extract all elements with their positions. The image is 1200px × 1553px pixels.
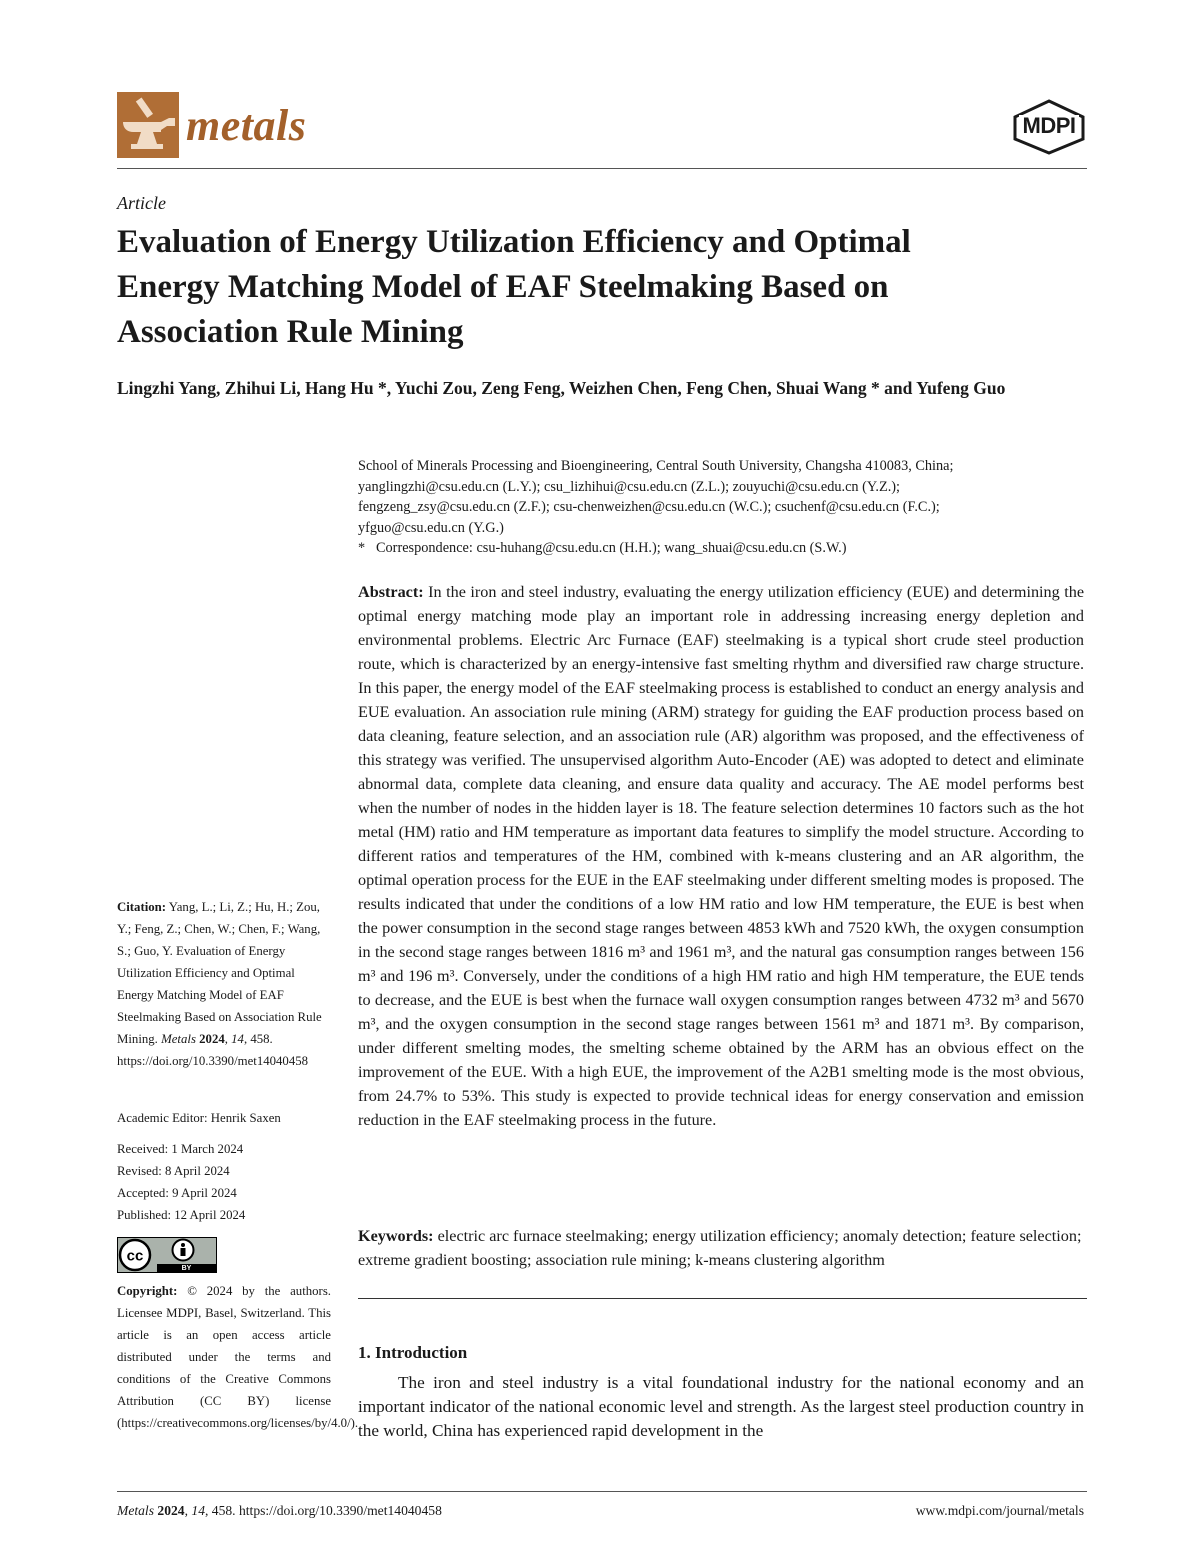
- accepted-date: Accepted: 9 April 2024: [117, 1186, 237, 1200]
- copyright-block: [117, 1280, 359, 1434]
- publisher-logo: [1011, 99, 1087, 155]
- correspondence-text: Correspondence: csu-huhang@csu.edu.cn (H.H.); wang_shuai@csu.edu.cn (S.W.): [376, 540, 847, 556]
- footer-journal-url[interactable]: www.mdpi.com/journal/metals: [915, 1503, 1084, 1518]
- article-title: Evaluation of Energy Utilization Efficiency and Optimal Energy Matching Model of EAF Steelmaking Based on Association Rule Mining: [117, 224, 911, 350]
- cc-by-label: BY: [181, 1265, 192, 1272]
- affiliation-line: School of Minerals Processing and Bioengineering, Central South University, Changsha 410083, China;: [358, 458, 954, 474]
- footer-journal: Metals: [117, 1503, 154, 1518]
- affiliation-line: fengzeng_zsy@csu.edu.cn (Z.F.); csu-chenweizhen@csu.edu.cn (W.C.); csuchenf@csu.edu.cn (F.C.);: [358, 499, 940, 515]
- publisher-name: MDPI: [1022, 113, 1076, 138]
- footer-volume: 14: [191, 1503, 205, 1518]
- keywords-text: electric arc furnace steelmaking; energy utilization efficiency; anomaly detection; feature selection; extreme gradient boosting; association rule mining; k-means clustering algorithm: [358, 1227, 1082, 1269]
- footer-year: 2024: [157, 1503, 185, 1518]
- abstract-text: In the iron and steel industry, evaluating the energy utilization efficiency (EUE) and determining the optimal energy matching mode play an important role in addressing increasing energy depletion and environmental problems. Electric Arc Furnace (EAF) steelmaking is a typical short crude steel production route, which is characterized by an energy-intensive fast smelting rhythm and diversified raw charge structure. In this paper, the energy model of the EAF steelmaking process is established to conduct an energy analysis and EUE evaluation. An association rule mining (ARM) strategy for guiding the EAF production process based on data cleaning, feature selection, and an association rule (AR) algorithm was proposed, and the effectiveness of this strategy was verified. The unsupervised algorithm Auto-Encoder (AE) was adopted to detect and eliminate abnormal data, complete data cleaning, and ensure data quality and accuracy. The AE model performs best when the number of nodes in the hidden layer is 18. The feature selection determines 10 factors such as the hot metal (HM) ratio and HM temperature as important data features to simplify the model structure. According to different ratios and temperatures of the HM, combined with k-means clustering and an AR algorithm, the optimal operation process for the EUE in the EAF steelmaking under different smelting modes is proposed. The results indicated that under the conditions of a low HM ratio and low HM temperature, the EUE is best when the power consumption in the second stage ranges between 4853 kWh and 7520 kWh, the oxygen consumption in the second stage ranges between 1816 m³ and 1961 m³, and the natural gas consumption ranges between 156 m³ and 196 m³. Conversely, under the conditions of a high HM ratio and high HM temperature, the EUE tends to decrease, and the EUE is best when the furnace wall oxygen consumption ranges between 4732 m³ and 5670 m³, and the oxygen consumption in the second stage ranges between 1561 m³ and 1871 m³. By comparison, under different smelting modes, the smelting scheme obtained by the ARM has an obvious effect on the improvement of the EUE. With a high EUE, the improvement of the A2B1 smelting mode is the most obvious, from 24.7% to 53%. This study is expected to provide technical ideas for energy conservation and emission reduction in the EAF steelmaking process in the future.: [358, 583, 1084, 1129]
- intro-paragraph: The iron and steel industry is a vital foundational industry for the national economy and an important indicator of the national economic level and strength. As the largest steel production country in the world, China has experienced rapid development in the: [358, 1373, 1084, 1440]
- citation-volume: 14: [231, 1032, 244, 1046]
- cc-by-license-badge[interactable]: [117, 1237, 217, 1273]
- revised-date: Revised: 8 April 2024: [117, 1164, 230, 1178]
- keywords: [358, 1224, 1084, 1272]
- journal-name: metals: [186, 100, 307, 150]
- citation-year: 2024: [199, 1032, 225, 1046]
- copyright-label: Copyright:: [117, 1284, 178, 1298]
- keywords-label: Keywords:: [358, 1227, 434, 1245]
- academic-editor: [117, 1107, 331, 1129]
- citation-text: Yang, L.; Li, Z.; Hu, H.; Zou, Y.; Feng, Z.; Chen, W.; Chen, F.; Wang, S.; Guo, Y. Evaluation of Energy Utilization Efficiency and Optimal Energy Matching Model of EAF Steelmaking Based on Association Rule Mining.: [117, 900, 322, 1046]
- article-type: Article: [117, 193, 166, 213]
- citation-label: Citation:: [117, 900, 167, 914]
- copyright-text: © 2024 by the authors. Licensee MDPI, Basel, Switzerland. This article is an open access article distributed under the terms and conditions of the Creative Commons Attribution (CC BY) license (https://creativecommons.org/licenses/by/4.0/).: [117, 1284, 359, 1430]
- citation-block: Citation: Yang, L.; Li, Z.; Hu, H.; Zou, Y.; Feng, Z.; Chen, W.; Chen, F.; Wang, S.; Guo, Y. Evaluation of Energy Utilization Efficiency and Optimal Energy Matching Model of EAF Steelmaking Based on Association Rule Mining. Metals 2024, 14, 458. https://doi.org/10.3390/met14040458: [117, 900, 322, 1068]
- abstract: [358, 580, 1084, 1132]
- affiliation-line: yfguo@csu.edu.cn (Y.G.): [358, 519, 504, 536]
- footer-citation: Metals 2024, 14, 458. https://doi.org/10.3390/met14040458: [117, 1503, 442, 1518]
- section-heading: 1. Introduction: [358, 1343, 468, 1362]
- affiliations: [358, 456, 1088, 559]
- academic-editor-text: Academic Editor: Henrik Saxen: [117, 1111, 281, 1125]
- correspondence-mark: *: [358, 540, 366, 556]
- svg-text:cc: cc: [126, 1247, 144, 1265]
- footer-divider: [117, 1491, 1087, 1492]
- author-list: Lingzhi Yang, Zhihui Li, Hang Hu *, Yuchi Zou, Zeng Feng, Weizhen Chen, Feng Chen, Shuai Wang * and Yufeng Guo: [117, 378, 1006, 398]
- published-date: Published: 12 April 2024: [117, 1208, 246, 1222]
- citation-journal: Metals: [161, 1032, 196, 1046]
- abstract-label: Abstract:: [358, 583, 424, 601]
- anvil-icon: [117, 92, 179, 158]
- article-dates: [117, 1138, 331, 1226]
- header-divider: [117, 168, 1087, 169]
- affiliation-line: yanglingzhi@csu.edu.cn (L.Y.); csu_lizhihui@csu.edu.cn (Z.L.); zouyuchi@csu.edu.cn (Y.Z.);: [358, 478, 901, 495]
- footer-doi[interactable]: , 458. https://doi.org/10.3390/met14040458: [204, 1503, 442, 1518]
- correspondence: [358, 538, 1088, 559]
- section-divider: [358, 1298, 1087, 1299]
- citation-doi[interactable]: , 458. https://doi.org/10.3390/met14040458: [117, 1032, 309, 1068]
- received-date: Received: 1 March 2024: [117, 1142, 244, 1156]
- journal-logo: [117, 92, 306, 158]
